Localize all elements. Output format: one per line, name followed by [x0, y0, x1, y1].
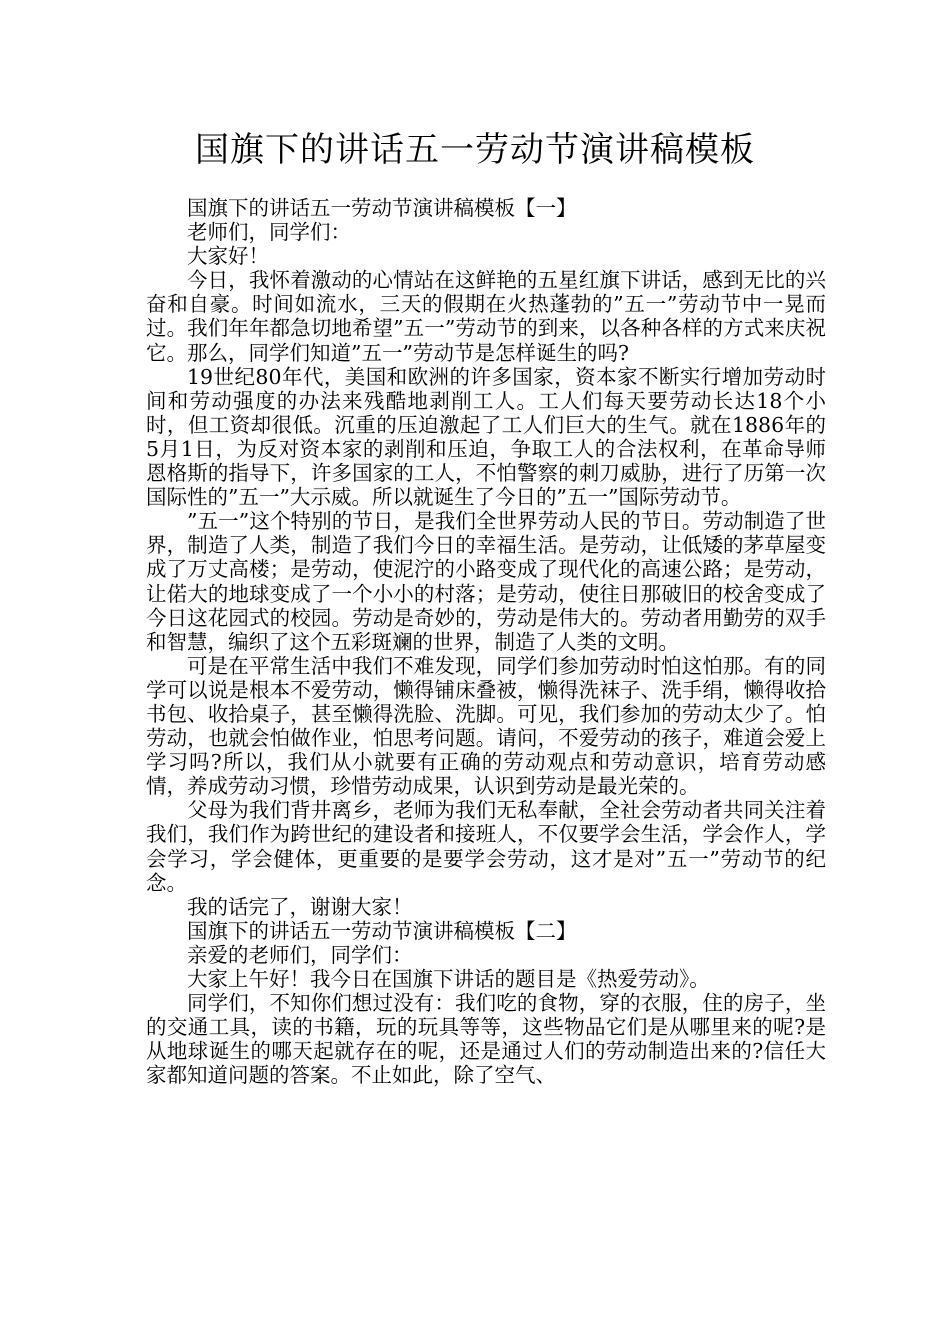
closing-line: 我的话完了，谢谢大家！: [187, 894, 413, 919]
body-paragraph: 同学们，不知你们想过没有：我们吃的食物，穿的衣服，住的房子，坐的交通工具，读的书籍，玩的玩具等等，这些物品它们是从哪里来的呢?是从地球诞生的哪天起就存在的呢，还是通过人们的劳动制造出来的?信任大家都知道问题的答案。不止如此，除了空气、: [146, 991, 826, 1088]
document-title: 国旗下的讲话五一劳动节演讲稿模板: [195, 130, 755, 170]
body-paragraph: 父母为我们背井离乡，老师为我们无私奉献，全社会劳动者共同关注着我们，我们作为跨世纪的建设者和接班人，不仅要学会生活，学会作人，学会学习，学会健体，更重要的是要学会劳动，这才是对”五一”劳动节的纪念。: [146, 798, 826, 895]
body-paragraph: 今日，我怀着激动的心情站在这鲜艳的五星红旗下讲话，感到无比的兴奋和自豪。时间如流水，三天的假期在火热蓬勃的”五一”劳动节中一晃而过。我们年年都急切地希望”五一”劳动节的到来，以各种各样的方式来庆祝它。那么，同学们知道”五一”劳动节是怎样诞生的吗?: [146, 268, 826, 365]
document-body: [146, 196, 826, 1087]
body-paragraph: 19世纪80年代，美国和欧洲的许多国家，资本家不断实行增加劳动时间和劳动强度的办法来残酷地剥削工人。工人们每天要劳动长达18个小时，但工资却很低。沉重的压迫激起了工人们巨大的生气。就在1886年的5月1日，为反对资本家的剥削和压迫，争取工人的合法权利，在革命导师恩格斯的指导下，许多国家的工人，不怕警察的刺刀威胁，进行了历第一次国际性的”五一”大示威。所以就诞生了今日的”五一”国际劳动节。: [146, 364, 826, 510]
greeting-line: 亲爱的老师们，同学们：: [187, 942, 413, 967]
greeting-line: 老师们，同学们：: [187, 220, 351, 245]
body-paragraph: 可是在平常生活中我们不难发现，同学们参加劳动时怕这怕那。有的同学可以说是根本不爱劳动，懒得铺床叠被，懒得洗袜子、洗手绢，懒得收拾书包、收拾桌子，甚至懒得洗脸、洗脚。可见，我们参加的劳动太少了。怕劳动，也就会怕做作业，怕思考问题。请问，不爱劳动的孩子，难道会爱上学习吗?所以，我们从小就要有正确的劳动观点和劳动意识，培育劳动感情，养成劳动习惯，珍惜劳动成果，认识到劳动是最光荣的。: [146, 653, 826, 799]
body-paragraph: ”五一”这个特别的节日，是我们全世界劳动人民的节日。劳动制造了世界，制造了人类，制造了我们今日的幸福生活。是劳动，让低矮的茅草屋变成了万丈高楼；是劳动，使泥泞的小路变成了现代化的高速公路；是劳动，让偌大的地球变成了一个小小的村落；是劳动，使往日那破旧的校舍变成了今日这花园式的校园。劳动是奇妙的，劳动是伟大的。劳动者用勤劳的双手和智慧，编织了这个五彩斑斓的世界，制造了人类的文明。: [146, 509, 826, 654]
subtitle-part-two: 国旗下的讲话五一劳动节演讲稿模板【二】: [187, 918, 577, 943]
greeting-line: 大家好！: [187, 244, 269, 269]
subtitle-part-one: 国旗下的讲话五一劳动节演讲稿模板【一】: [187, 196, 577, 220]
greeting-line: 大家上午好！我今日在国旗下讲话的题目是《热爱劳动》。: [187, 967, 710, 991]
